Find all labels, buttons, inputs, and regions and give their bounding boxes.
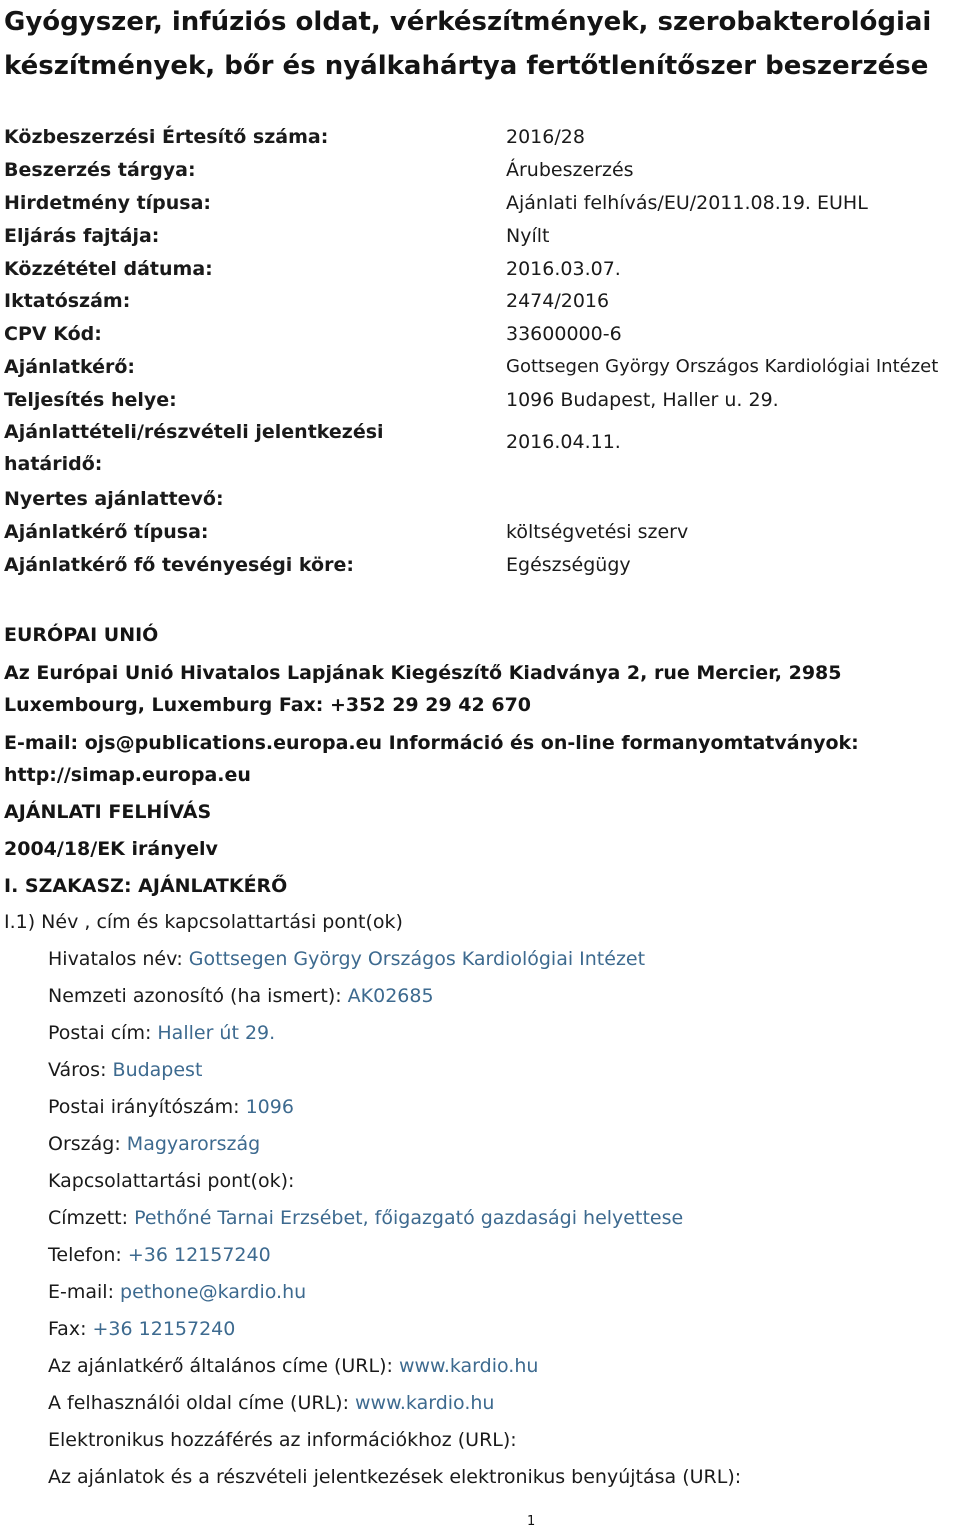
eu-address: Az Európai Unió Hivatalos Lapjának Kiegészítő Kiadványa 2, rue Mercier, 2985 Luxembourg, Luxemburg Fax: +352 29 29 42 670 [4,662,842,716]
field-buyer-profile-url [48,1392,494,1414]
meta-label: Ajánlattételi/részvételi jelentkezési határidő: [4,421,384,475]
field-label: Fax: [48,1318,93,1340]
directive: 2004/18/EK irányelv [4,838,218,860]
field-contact-points [48,1170,294,1192]
field-email [48,1281,306,1303]
meta-value: 2016.04.11. [506,431,621,453]
field-value: 1096 [245,1096,294,1118]
meta-label: Ajánlatkérő típusa: [4,521,209,543]
field-phone [48,1244,271,1266]
meta-value: 33600000-6 [506,323,622,345]
field-value: Budapest [112,1059,203,1081]
field-value: Pethőné Tarnai Erzsébet, főigazgató gazdasági helyettese [134,1207,684,1229]
eu-heading: EURÓPAI UNIÓ [4,624,159,646]
meta-label: Beszerzés tárgya: [4,159,196,181]
field-electronic-access-url [48,1429,517,1451]
field-electronic-submission-url [48,1466,741,1488]
page-number: 1 [527,1514,536,1529]
notice-type: AJÁNLATI FELHÍVÁS [4,801,212,823]
meta-label: Közzététel dátuma: [4,258,213,280]
meta-label: Ajánlatkérő: [4,356,136,378]
meta-label: Nyertes ajánlattevő: [4,488,224,510]
field-fax [48,1318,235,1340]
field-value: www.kardio.hu [355,1392,495,1414]
meta-value: 2016.03.07. [506,258,621,280]
eu-email: E-mail: ojs@publications.europa.eu Információ és on-line formanyomtatványok: http://simap.europa.eu [4,732,859,786]
field-value: AK02685 [347,985,434,1007]
field-general-url [48,1355,538,1377]
field-value: Magyarország [126,1133,261,1155]
field-recipient [48,1207,683,1229]
field-label: Az ajánlatok és a részvételi jelentkezések elektronikus benyújtása (URL): [48,1466,742,1488]
field-label: Postai irányítószám: [48,1096,246,1118]
field-postal-code [48,1096,294,1118]
field-label: Ország: [48,1133,127,1155]
field-label: Hivatalos név: [48,948,189,970]
field-national-id [48,985,434,1007]
field-city [48,1059,202,1081]
field-value: www.kardio.hu [398,1355,539,1377]
meta-label: Közbeszerzési Értesítő száma: [4,126,329,148]
meta-value: 1096 Budapest, Haller u. 29. [506,389,779,411]
field-value: pethone@kardio.hu [120,1281,307,1303]
field-value: +36 12157240 [127,1244,271,1266]
meta-value: Nyílt [506,225,550,247]
meta-value: költségvetési szerv [506,521,689,543]
field-label: Címzett: [48,1207,135,1229]
field-label: Nemzeti azonosító (ha ismert): [48,985,348,1007]
meta-label: Iktatószám: [4,290,131,312]
meta-label: Hirdetmény típusa: [4,192,212,214]
field-value: +36 12157240 [92,1318,236,1340]
field-official-name [48,948,645,970]
meta-value: Árubeszerzés [506,159,634,181]
document-title: Gyógyszer, infúziós oldat, vérkészítmények, szerobakterológiai készítmények, bőr és nyálkahártya fertőtlenítőszer beszerzése [4,7,932,81]
section-heading: I. SZAKASZ: AJÁNLATKÉRŐ [4,875,288,897]
meta-value: Gottsegen György Országos Kardiológiai Intézet [506,356,939,377]
meta-value: 2474/2016 [506,290,610,312]
field-label: Telefon: [48,1244,128,1266]
meta-value: 2016/28 [506,126,585,148]
field-label: E-mail: [48,1281,121,1303]
subsection-heading: I.1) Név , cím és kapcsolattartási pont(ok) [4,911,403,933]
field-label: Postai cím: [48,1022,158,1044]
field-label: Város: [48,1059,113,1081]
field-postal-address [48,1022,275,1044]
field-value: Gottsegen György Országos Kardiológiai Intézet [188,948,646,970]
meta-value: Egészségügy [506,554,631,576]
meta-label: Ajánlatkérő fő tevényeségi köre: [4,554,354,576]
field-label: Kapcsolattartási pont(ok): [48,1170,295,1192]
meta-label: CPV Kód: [4,323,102,345]
field-value: Haller út 29. [157,1022,276,1044]
field-label: Az ajánlatkérő általános címe (URL): [48,1355,399,1377]
field-label: A felhasználói oldal címe (URL): [48,1392,356,1414]
meta-label: Teljesítés helye: [4,389,177,411]
meta-value: Ajánlati felhívás/EU/2011.08.19. EUHL [506,192,868,214]
field-label: Elektronikus hozzáférés az információkhoz (URL): [48,1429,517,1451]
meta-label: Eljárás fajtája: [4,225,160,247]
field-country [48,1133,260,1155]
